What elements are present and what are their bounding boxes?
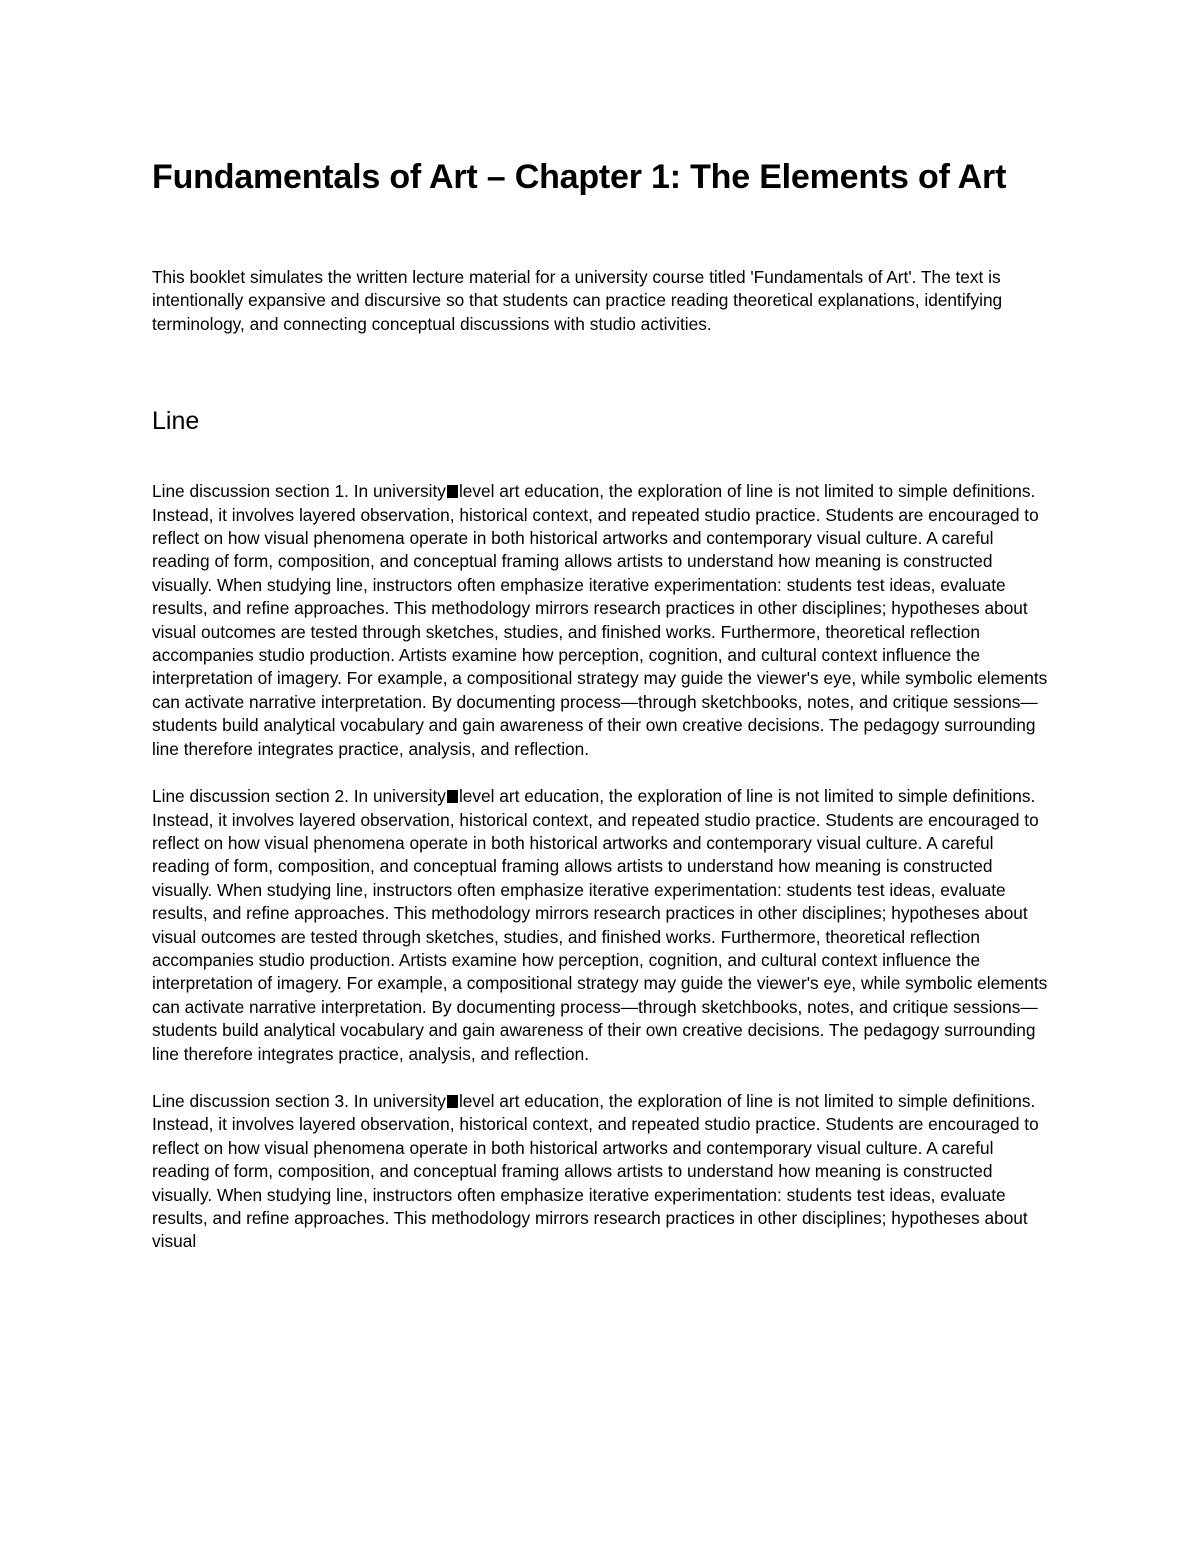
section-body-line bbox=[152, 480, 1052, 1254]
paragraph-section-1 bbox=[152, 480, 1052, 761]
missing-glyph-icon bbox=[447, 485, 458, 498]
missing-glyph-icon bbox=[447, 790, 458, 803]
paragraph-text: level art education, the exploration of line is not limited to simple definitions. Instead, it involves layered observation, historical context, and repeated studio practice. Students are encouraged to reflect on how visual phenomena operate in both historical artworks and contemporary visual culture. A careful reading of form, composition, and conceptual framing allows artists to understand how meaning is constructed visually. When studying line, instructors often emphasize iterative experimentation: students test ideas, evaluate results, and refine approaches. This methodology mirrors research practices in other disciplines; hypotheses about visual outcomes are tested through sketches, studies, and finished works. Furthermore, theoretical reflection accompanies studio production. Artists examine how perception, cognition, and cultural context influence the interpretation of imagery. For example, a compositional strategy may guide the viewer's eye, while symbolic elements can activate narrative interpretation. By documenting process—through sketchbooks, notes, and critique sessions—students build analytical vocabulary and gain awareness of their own creative decisions. The pedagogy surrounding line therefore integrates practice, analysis, and reflection. bbox=[152, 481, 1048, 759]
paragraph-lead: Line discussion section 3. In university bbox=[152, 1090, 446, 1111]
intro-paragraph: This booklet simulates the written lecture material for a university course titled 'Fundamentals of Art'. The text is intentionally expansive and discursive so that students can practice reading theoretical explanations, identifying terminology, and connecting conceptual discussions with studio activities. bbox=[152, 267, 1003, 334]
paragraph-section-3 bbox=[152, 1090, 1052, 1254]
paragraph-lead: Line discussion section 2. In university bbox=[152, 786, 446, 807]
missing-glyph-icon bbox=[447, 1095, 458, 1108]
document-page bbox=[152, 154, 1052, 1278]
paragraph-lead: Line discussion section 1. In university bbox=[152, 481, 446, 502]
paragraph-section-2 bbox=[152, 785, 1052, 1066]
section-heading-line: Line bbox=[152, 407, 200, 436]
paragraph-text: level art education, the exploration of line is not limited to simple definitions. Instead, it involves layered observation, historical context, and repeated studio practice. Students are encouraged to reflect on how visual phenomena operate in both historical artworks and contemporary visual culture. A careful reading of form, composition, and conceptual framing allows artists to understand how meaning is constructed visually. When studying line, instructors often emphasize iterative experimentation: students test ideas, evaluate results, and refine approaches. This methodology mirrors research practices in other disciplines; hypotheses about visual outcomes are tested through sketches, studies, and finished works. Furthermore, theoretical reflection accompanies studio production. Artists examine how perception, cognition, and cultural context influence the interpretation of imagery. For example, a compositional strategy may guide the viewer's eye, while symbolic elements can activate narrative interpretation. By documenting process—through sketchbooks, notes, and critique sessions—students build analytical vocabulary and gain awareness of their own creative decisions. The pedagogy surrounding line therefore integrates practice, analysis, and reflection. bbox=[152, 786, 1048, 1064]
paragraph-text: level art education, the exploration of line is not limited to simple definitions. Instead, it involves layered observation, historical context, and repeated studio practice. Students are encouraged to reflect on how visual phenomena operate in both historical artworks and contemporary visual culture. A careful reading of form, composition, and conceptual framing allows artists to understand how meaning is constructed visually. When studying line, instructors often emphasize iterative experimentation: students test ideas, evaluate results, and refine approaches. This methodology mirrors research practices in other disciplines; hypotheses about visual bbox=[152, 1090, 1039, 1252]
document-title: Fundamentals of Art – Chapter 1: The Elements of Art bbox=[152, 158, 1007, 196]
